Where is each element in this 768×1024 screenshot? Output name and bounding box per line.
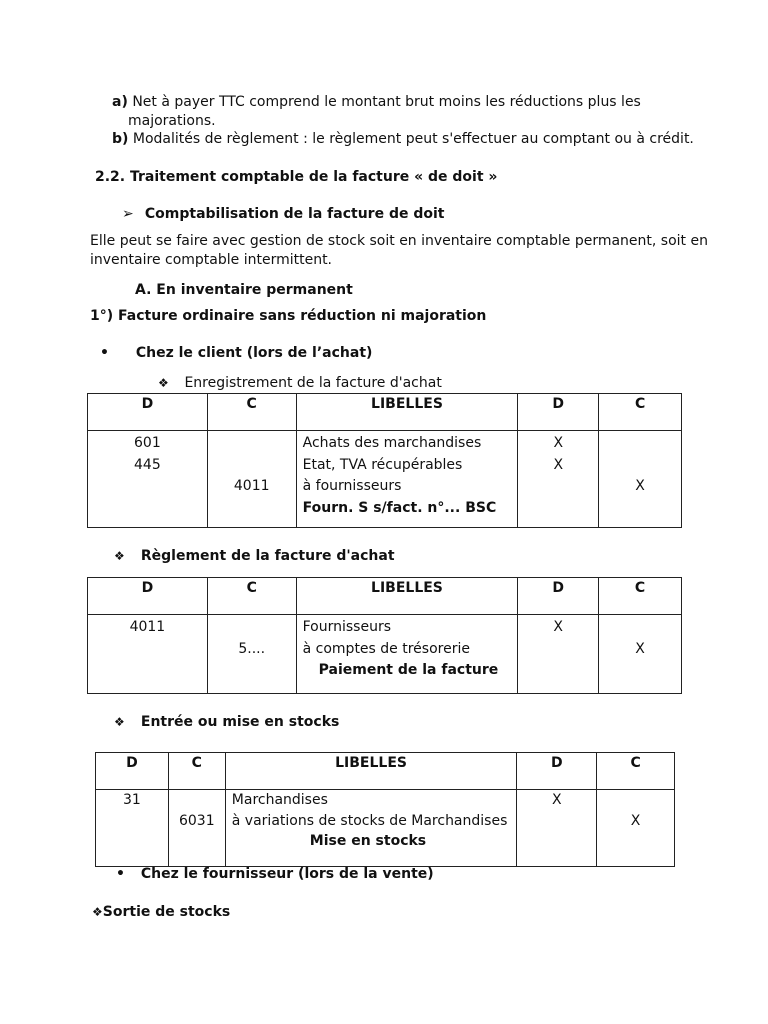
final-heading-text: Sortie de stocks [102, 904, 231, 920]
paragraph-line-1: Elle peut se faire avec gestion de stock soit en inventaire comptable permanent, soit en [90, 233, 708, 249]
libelles-cell [296, 615, 518, 694]
libelle-line: Etat, TVA récupérables [302, 456, 463, 473]
account-number [88, 639, 207, 661]
debit-mark: X [553, 456, 564, 473]
bullet-icon: • [116, 866, 125, 882]
table-header-row [96, 753, 675, 790]
libelle-line: Achats des marchandises [302, 435, 482, 451]
list-item-a-continuation: majorations. [128, 113, 216, 129]
credit-mark [599, 433, 681, 455]
bullet-client [100, 345, 372, 361]
header-debit-amount: D [517, 753, 597, 790]
libelle-line: à variations de stocks de Marchandises [231, 812, 508, 829]
subheading-a: A. En inventaire permanent [135, 282, 353, 298]
debit-mark: X [551, 792, 562, 808]
account-number [208, 617, 296, 639]
journal-table-payment [87, 577, 682, 694]
account-number [88, 476, 207, 498]
account-number: 445 [134, 456, 161, 473]
bullet-supplier-text: Chez le fournisseur (lors de la vente) [140, 866, 434, 882]
header-libelles: LIBELLES [296, 394, 518, 431]
libelle-line: à fournisseurs [302, 478, 402, 494]
list-marker: b) [112, 131, 129, 147]
credit-mark [597, 831, 674, 852]
account-number [88, 498, 207, 520]
account-number [169, 790, 225, 811]
table3-caption [114, 714, 339, 730]
header-debit-amount: D [518, 578, 599, 615]
libelles-cell [296, 431, 518, 528]
diamond-icon: ❖ [158, 376, 169, 390]
list-marker: a) [112, 94, 128, 110]
credit-mark [599, 498, 681, 520]
account-number: 4011 [233, 478, 270, 494]
paragraph-line-2: inventaire comptable intermittent. [90, 252, 333, 268]
debit-marks-cell [517, 790, 597, 867]
list-item-b [112, 131, 694, 147]
bullet-client-text: Chez le client (lors de l’achat) [135, 345, 373, 361]
table2-caption-text: Règlement de la facture d'achat [140, 548, 395, 564]
credit-mark: X [635, 478, 645, 494]
table-row [96, 790, 675, 867]
arrow-icon: ➢ [122, 206, 134, 222]
credit-marks-cell [597, 790, 675, 867]
account-number [169, 831, 225, 852]
account-number: 5.... [238, 640, 266, 657]
libelle-line: Marchandises [231, 792, 328, 808]
header-debit: D [88, 394, 208, 431]
debit-mark: X [553, 619, 564, 635]
diamond-icon: ❖ [114, 549, 125, 563]
account-number [208, 498, 296, 520]
account-number [208, 433, 296, 455]
libelle-line: Fournisseurs [302, 619, 392, 635]
table1-caption [158, 375, 442, 391]
account-number [88, 660, 207, 682]
section-title: 2.2. Traitement comptable de la facture « de doit » [95, 169, 498, 185]
list-item-a [112, 94, 641, 110]
debit-mark [518, 639, 598, 661]
account-number [208, 455, 296, 477]
libelle-line-bold: Paiement de la facture [318, 662, 499, 678]
credit-mark [599, 617, 681, 639]
table-row [88, 615, 682, 694]
header-debit: D [88, 578, 208, 615]
libelle-line-bold: Mise en stocks [309, 833, 427, 849]
header-debit-amount: D [518, 394, 599, 431]
debit-mark [518, 660, 598, 682]
header-debit: D [96, 753, 169, 790]
header-libelles: LIBELLES [296, 578, 518, 615]
debit-mark [517, 811, 596, 832]
debit-accounts-cell [88, 431, 208, 528]
account-number: 31 [123, 792, 141, 808]
credit-mark [597, 790, 674, 811]
journal-table-purchase [87, 393, 682, 528]
libelle-line: à comptes de trésorerie [302, 640, 470, 657]
journal-table-stock-entry [95, 752, 675, 867]
credit-accounts-cell [168, 790, 225, 867]
account-number: 4011 [129, 619, 166, 635]
table3-caption-text: Entrée ou mise en stocks [140, 714, 340, 730]
account-number: 6031 [178, 812, 215, 829]
credit-marks-cell [599, 615, 682, 694]
table1-caption-text: Enregistrement de la facture d'achat [184, 375, 442, 391]
account-number [96, 831, 168, 852]
debit-mark [518, 498, 598, 520]
table-header-row [88, 394, 682, 431]
table-header-row [88, 578, 682, 615]
debit-marks-cell [518, 615, 599, 694]
diamond-icon: ❖ [92, 905, 103, 919]
credit-mark [599, 660, 681, 682]
credit-mark: X [630, 812, 641, 829]
list-text: Net à payer TTC comprend le montant brut moins les réductions plus les [132, 94, 641, 110]
subheading-1: 1°) Facture ordinaire sans réduction ni majoration [90, 308, 487, 324]
debit-mark [518, 476, 598, 498]
header-libelles: LIBELLES [225, 753, 517, 790]
debit-marks-cell [518, 431, 599, 528]
header-credit-amount: C [597, 753, 675, 790]
final-heading [92, 904, 230, 920]
diamond-icon: ❖ [114, 715, 125, 729]
header-credit: C [168, 753, 225, 790]
header-credit-amount: C [599, 578, 682, 615]
account-number: 601 [134, 435, 161, 451]
debit-mark [517, 831, 596, 852]
account-number [96, 811, 168, 832]
bullet-supplier [116, 866, 434, 882]
debit-mark: X [553, 435, 564, 451]
bullet-icon: • [100, 345, 109, 361]
credit-accounts-cell [207, 615, 296, 694]
table2-caption [114, 548, 395, 564]
header-credit: C [207, 578, 296, 615]
debit-accounts-cell [96, 790, 169, 867]
credit-mark [599, 455, 681, 477]
table-row [88, 431, 682, 528]
account-number [208, 660, 296, 682]
header-credit-amount: C [599, 394, 682, 431]
libelle-line-bold: Fourn. S s/fact. n°... BSC [302, 499, 497, 516]
credit-mark: X [635, 640, 645, 657]
libelles-cell [225, 790, 517, 867]
arrow-item [122, 206, 444, 222]
arrow-item-text: Comptabilisation de la facture de doit [144, 206, 445, 222]
list-text: Modalités de règlement : le règlement peut s'effectuer au comptant ou à crédit. [132, 131, 694, 147]
debit-accounts-cell [88, 615, 208, 694]
header-credit: C [207, 394, 296, 431]
credit-marks-cell [599, 431, 682, 528]
credit-accounts-cell [207, 431, 296, 528]
